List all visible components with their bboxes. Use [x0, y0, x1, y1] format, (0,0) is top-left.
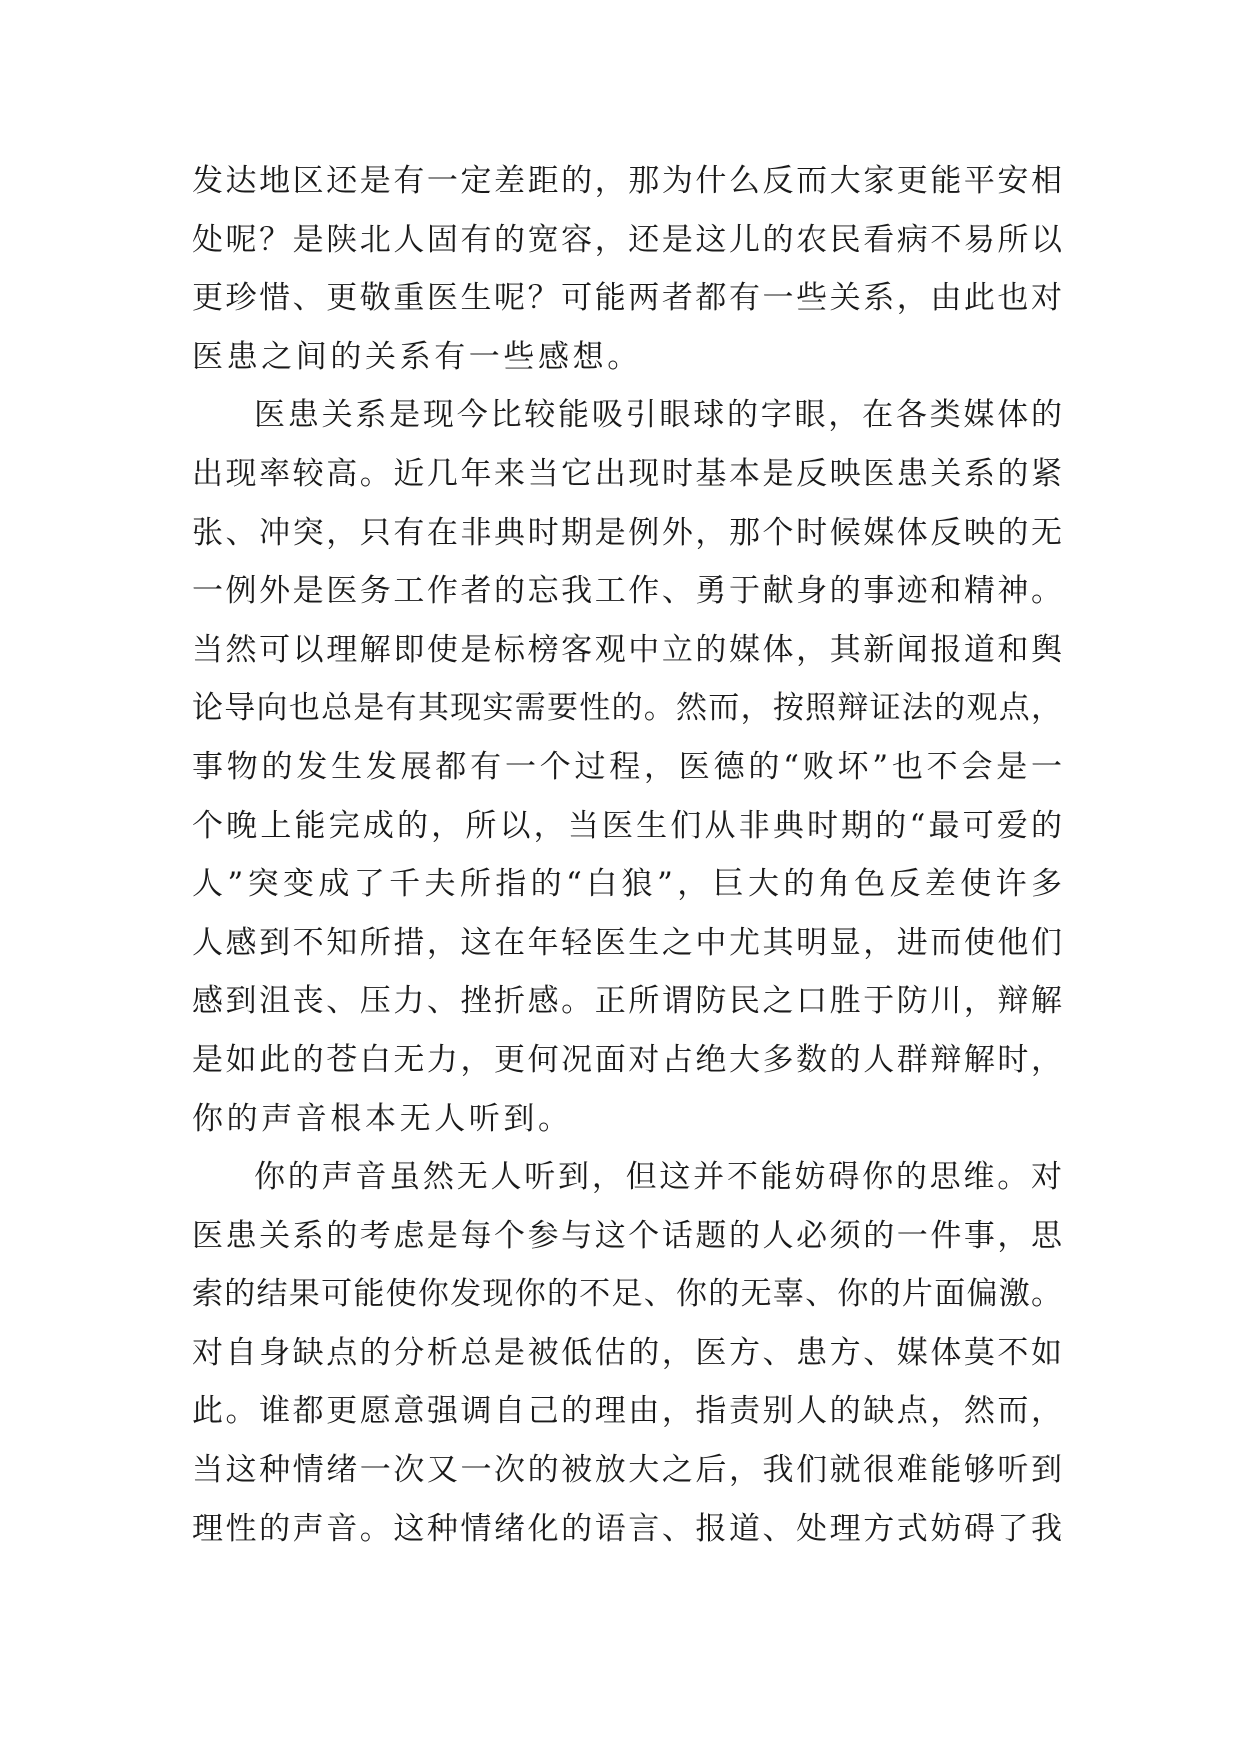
text-line: 索的结果可能使你发现你的不足、你的无辜、你的片面偏激。 [192, 1276, 1062, 1313]
text-line: 感到沮丧、压力、挫折感。正所谓防民之口胜于防川，辩解 [192, 983, 1062, 1020]
text-line: 当然可以理解即使是标榜客观中立的媒体，其新闻报道和舆 [192, 631, 1062, 668]
text-line: 事物的发生发展都有一个过程，医德的“败坏”也不会是一 [192, 748, 1062, 785]
text-line: 当这种情绪一次又一次的被放大之后，我们就很难能够听到 [192, 1452, 1062, 1489]
text-line: 是如此的苍白无力，更何况面对占绝大多数的人群辩解时， [192, 1041, 1062, 1078]
text-line: 医患关系的考虑是每个参与这个话题的人必须的一件事，思 [192, 1217, 1062, 1254]
text-line: 张、冲突，只有在非典时期是例外，那个时候媒体反映的无 [192, 514, 1062, 551]
text-line: 出现率较高。近几年来当它出现时基本是反映医患关系的紧 [192, 455, 1062, 492]
text-line: 此。谁都更愿意强调自己的理由，指责别人的缺点，然而， [192, 1393, 1062, 1430]
text-line: 医患之间的关系有一些感想。 [192, 338, 642, 375]
text-line: 人感到不知所措，这在年轻医生之中尤其明显，进而使他们 [192, 924, 1062, 961]
body-text [192, 152, 1062, 1558]
text-line: 更珍惜、更敬重医生呢？可能两者都有一些关系，由此也对 [192, 280, 1062, 317]
text-line: 处呢？是陕北人固有的宽容，还是这儿的农民看病不易所以 [192, 221, 1062, 258]
paragraph-first-line: 医患关系是现今比较能吸引眼球的字眼，在各类媒体的 [254, 397, 1062, 434]
text-line: 对自身缺点的分析总是被低估的，医方、患方、媒体莫不如 [192, 1334, 1062, 1371]
text-line: 你的声音根本无人听到。 [192, 1100, 573, 1137]
text-line: 论导向也总是有其现实需要性的。然而，按照辩证法的观点， [192, 690, 1062, 727]
text-line: 个晚上能完成的，所以，当医生们从非典时期的“最可爱的 [192, 807, 1062, 844]
text-line: 一例外是医务工作者的忘我工作、勇于献身的事迹和精神。 [192, 573, 1062, 610]
text-line: 发达地区还是有一定差距的，那为什么反而大家更能平安相 [192, 163, 1062, 199]
text-line: 理性的声音。这种情绪化的语言、报道、处理方式妨碍了我 [192, 1510, 1062, 1547]
paragraph-first-line: 你的声音虽然无人听到，但这并不能妨碍你的思维。对 [254, 1159, 1062, 1196]
text-line: 人”突变成了千夫所指的“白狼”，巨大的角色反差使许多 [192, 866, 1062, 903]
